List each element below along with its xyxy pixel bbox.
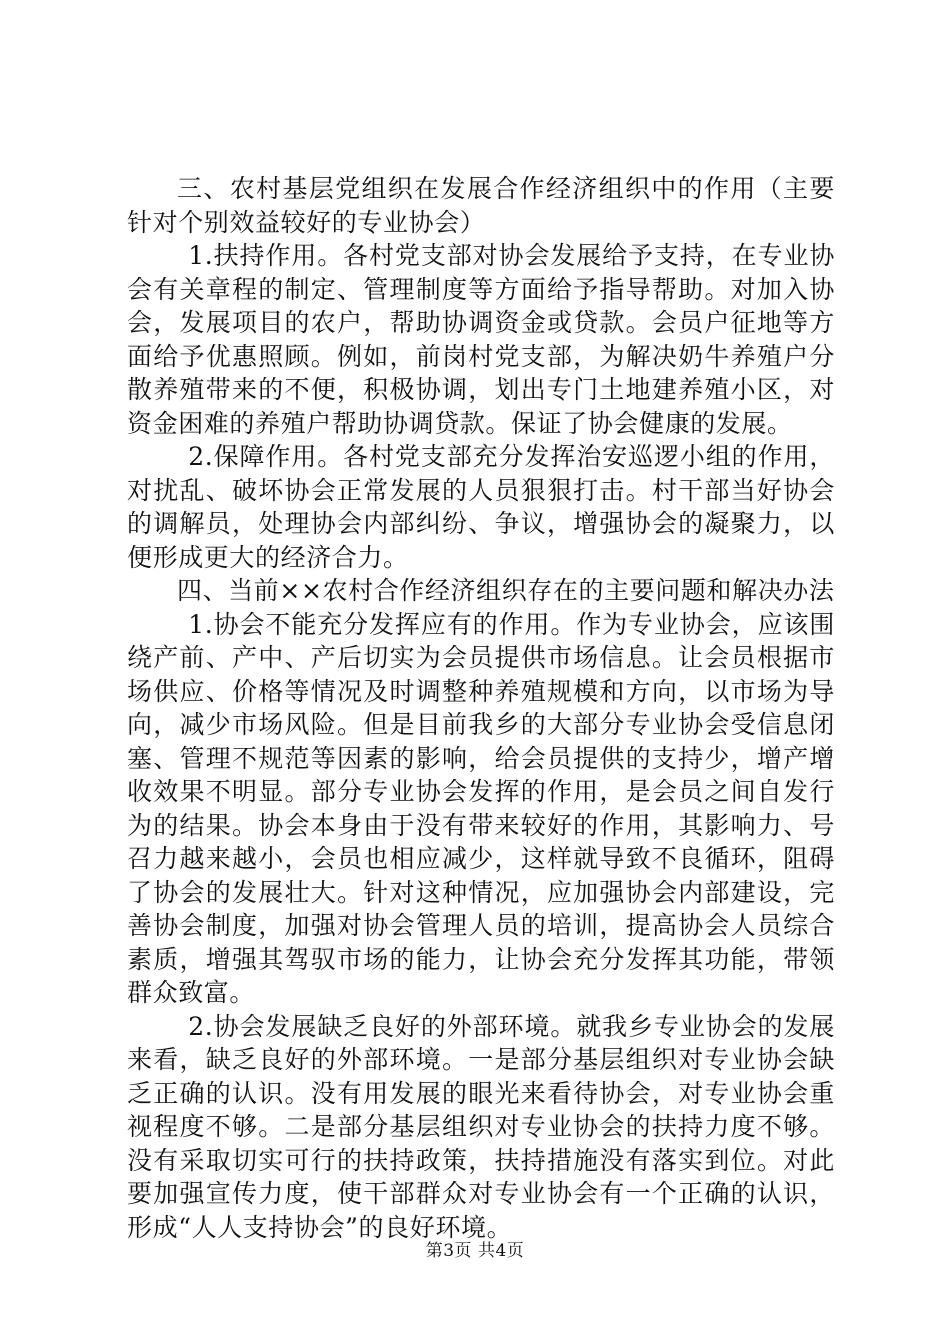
- section-heading-four: 四、当前××农村合作经济组织存在的主要问题和解决办法: [177, 576, 835, 605]
- page-number-footer: 第3页 共4页: [425, 1241, 525, 1261]
- section-heading-three: 三、农村基层党组织在发展合作经济组织中的作用（主要针对个别效益较好的专业协会）: [127, 174, 835, 237]
- document-body: [127, 172, 835, 1244]
- paragraph-support-role: 1.扶持作用。各村党支部对协会发展给予支持，在专业协会有关章程的制定、管理制度等方面给予指导帮助。对加入协会，发展项目的农户，帮助协调资金或贷款。会员户征地等方面给予优惠照顾。例如，前岗村党支部，为解决奶牛养殖户分散养殖带来的不便，积极协调，划出专门土地建养殖小区，对资金困难的养殖户帮助协调贷款。保证了协会健康的发展。: [127, 241, 835, 438]
- paragraph-problem-two: 2.协会发展缺乏良好的外部环境。就我乡专业协会的发展来看，缺乏良好的外部环境。一是部分基层组织对专业协会缺乏正确的认识。没有用发展的眼光来看待协会，对专业协会重视程度不够。二是部分基层组织对专业协会的扶持力度不够。没有采取切实可行的扶持政策，扶持措施没有落实到位。对此要加强宣传力度，使干部群众对专业协会有一个正确的认识，形成“人人支持协会”的良好环境。: [127, 1011, 835, 1242]
- paragraph-problem-one: 1.协会不能充分发挥应有的作用。作为专业协会，应该围绕产前、产中、产后切实为会员提供市场信息。让会员根据市场供应、价格等情况及时调整种养殖规模和方向，以市场为导向，减少市场风险。但是目前我乡的大部分专业协会受信息闭塞、管理不规范等因素的影响，给会员提供的支持少，增产增收效果不明显。部分专业协会发挥的作用，是会员之间自发行为的结果。协会本身由于没有带来较好的作用，其影响力、号召力越来越小，会员也相应减少，这样就导致不良循环，阻碍了协会的发展壮大。针对这种情况，应加强协会内部建设，完善协会制度，加强对协会管理人员的培训，提高协会人员综合素质，增强其驾驭市场的能力，让协会充分发挥其功能，带领群众致富。: [127, 609, 835, 1007]
- paragraph-guarantee-role: 2.保障作用。各村党支部充分发挥治安巡逻小组的作用，对扰乱、破坏协会正常发展的人员狠狠打击。村干部当好协会的调解员，处理协会内部纠纷、争议，增强协会的凝聚力，以便形成更大的经济合力。: [127, 442, 835, 572]
